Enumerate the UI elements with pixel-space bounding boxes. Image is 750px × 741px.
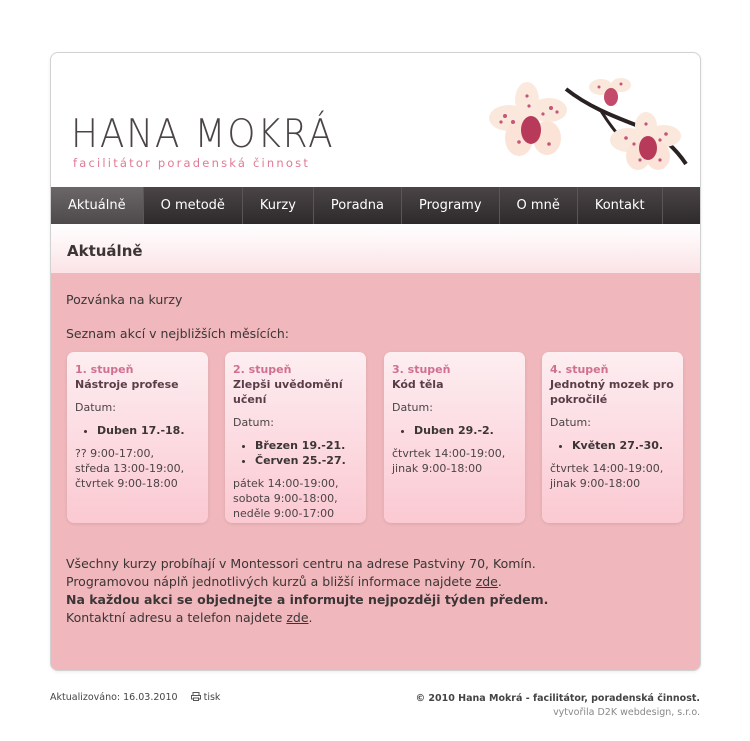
card-dates xyxy=(392,423,517,438)
info-line-program-text: Programovou náplň jednotlivých kurzů a bližší informace najdete xyxy=(66,574,476,589)
card-date: • Duben 17.-18. xyxy=(97,423,200,438)
info-line-contact xyxy=(66,609,696,627)
info-text xyxy=(66,555,696,627)
course-card xyxy=(67,352,208,523)
nav-item-poradna[interactable]: Poradna xyxy=(314,187,402,224)
intro-text: Seznam akcí v nejbližších měsících: xyxy=(66,326,289,341)
card-time-line: pátek 14:00-19:00, xyxy=(233,477,339,490)
main-nav xyxy=(51,187,700,224)
info-line-contact-text: Kontaktní adresu a telefon najdete xyxy=(66,610,287,625)
info-line-booking: Na každou akci se objednejte a informujte nejpozději týden předem. xyxy=(66,592,549,607)
footer-right xyxy=(416,692,700,720)
card-level: 1. stupeň xyxy=(75,363,134,376)
card-dates xyxy=(550,438,675,453)
print-label: tisk xyxy=(203,692,221,703)
card-date: • Květen 27.-30. xyxy=(572,438,675,453)
nav-item-o-metode[interactable]: O metodě xyxy=(144,187,243,224)
info-line-location: Všechny kurzy probíhají v Montessori centru na adrese Pastviny 70, Komín. xyxy=(66,556,536,571)
contact-link[interactable]: zde xyxy=(286,610,309,625)
print-link[interactable] xyxy=(191,692,221,703)
card-time-line: sobota 9:00-18:00, xyxy=(233,492,338,505)
info-line-program xyxy=(66,573,696,591)
card-times xyxy=(233,476,358,521)
card-datum-label: Datum: xyxy=(75,401,116,414)
nav-item-kontakt[interactable]: Kontakt xyxy=(578,187,663,224)
card-title: Nástroje profese xyxy=(75,378,179,391)
card-time-line: neděle 9:00-17:00 xyxy=(233,507,335,520)
course-card xyxy=(542,352,683,523)
period: . xyxy=(308,610,313,625)
card-date: • Duben 29.-2. xyxy=(414,423,517,438)
card-datum-label: Datum: xyxy=(550,416,591,429)
period: . xyxy=(497,574,502,589)
card-time-line: jinak 9:00-18:00 xyxy=(392,462,483,475)
printer-icon xyxy=(191,692,201,701)
card-time-line: čtvrtek 14:00-19:00, xyxy=(392,447,506,460)
page-title-bar xyxy=(51,224,700,273)
card-dates xyxy=(233,438,358,468)
card-datum-label: Datum: xyxy=(233,416,274,429)
card-title: Kód těla xyxy=(392,378,444,391)
card-level: 3. stupeň xyxy=(392,363,451,376)
footer-left xyxy=(50,692,220,703)
brand-name: HANA MOKRÁ xyxy=(71,112,335,157)
card-times xyxy=(392,446,517,476)
card-title: Jednotný mozek pro pokročilé xyxy=(550,378,674,406)
card-datum-label: Datum: xyxy=(392,401,433,414)
nav-item-programy[interactable]: Programy xyxy=(402,187,500,224)
card-times xyxy=(550,461,675,491)
card-title: Zlepši uvědomění učení xyxy=(233,378,343,406)
page-title: Aktuálně xyxy=(67,242,143,260)
orchid-image xyxy=(471,69,701,179)
updated-date: Aktualizováno: 16.03.2010 xyxy=(50,692,178,703)
card-times xyxy=(75,446,200,491)
card-time-line: ?? 9:00-17:00, xyxy=(75,447,155,460)
nav-item-kurzy[interactable]: Kurzy xyxy=(243,187,314,224)
course-card xyxy=(225,352,366,523)
header xyxy=(51,53,700,187)
content xyxy=(66,292,686,341)
card-date: • Červen 25.-27. xyxy=(255,453,358,468)
card-dates xyxy=(75,423,200,438)
copyright: © 2010 Hana Mokrá - facilitátor, poradenská činnost. xyxy=(415,693,700,704)
program-details-link[interactable]: zde xyxy=(475,574,498,589)
card-level: 4. stupeň xyxy=(550,363,609,376)
card-time-line: čtvrtek 14:00-19:00, xyxy=(550,462,664,475)
brand-subtitle: facilitátor poradenská činnost xyxy=(73,156,311,170)
made-by-link[interactable]: vytvořila D2K webdesign, s.r.o. xyxy=(553,707,700,718)
card-time-line: středa 13:00-19:00, xyxy=(75,462,185,475)
card-date: • Březen 19.-21. xyxy=(255,438,358,453)
card-time-line: čtvrtek 9:00-18:00 xyxy=(75,477,178,490)
course-card xyxy=(384,352,525,523)
nav-item-o-mne[interactable]: O mně xyxy=(500,187,578,224)
card-time-line: jinak 9:00-18:00 xyxy=(550,477,641,490)
invite-heading: Pozvánka na kurzy xyxy=(66,292,183,307)
card-level: 2. stupeň xyxy=(233,363,292,376)
nav-item-aktualne[interactable]: Aktuálně xyxy=(51,187,144,224)
